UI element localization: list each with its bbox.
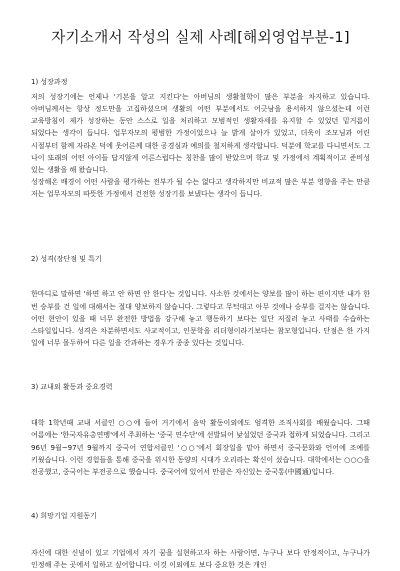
section-heading-growth: 1) 성장과정 <box>31 78 68 86</box>
section-body-personality <box>31 288 370 349</box>
section-body-activities <box>31 417 370 478</box>
paragraph: 대학 1학년때 교내 서클인 ○○에 들어 거기에서 음악 활동이외에도 엄격한 조직사회를 배웠습니다. 그때 여름에는 '한국자유총연맹'에서 주최하는 '중국 연수단'에 선발되어 낯설었던 중국과 접하게 되었습니다. 그리고 96년 9월~97년 9월까지 중국어 연합서클인 '○○'에서 회장일을 맡아 하면서 중국문화와 언어에 조예를 키웠습니다. 이런 경험들을 통해 중국을 위시한 동양의 시대가 오리라는 확신이 섰습니다. 대학에서는 ○○○을 전공했고, 중국어는 부전공으로 했습니다. 중국어에 있어서 만큼은 자신있는 중국통(中國通)입니다. <box>31 418 370 476</box>
section-heading-personality: 2) 성격(장단점 및 특기 <box>31 255 102 264</box>
paragraph: 성장해온 배경이 어떤 사람을 평가하는 전부가 될 수는 없다고 생각하지만 비교적 많은 부분 영향을 주는 만큼 저는 업무자모의 따뜻한 가정에서 건전한 성장기를 보냈다는 생각이 듭니다. <box>31 177 370 199</box>
section-heading-motivation: 4) 희망기업 지원동기 <box>31 511 97 520</box>
paragraph: 자신에 대한 신념이 있고 기업에서 자기 꿈을 실현하고자 하는 사람이면, 누구나 보다 안정적이고, 누구나가 인정해 주는 곳에서 일하고 싶어합니다. 이것 이외에도 보다 중요한 것은 개인 <box>31 547 370 570</box>
section-body-growth <box>31 91 370 200</box>
section-body-motivation <box>31 547 370 571</box>
document-title: 자기소개서 작성의 실제 사례[해외영업부분-1] <box>51 29 350 46</box>
section-heading-activities: 3) 교내외 활동과 중요경력 <box>31 383 113 392</box>
paragraph: 한마디로 말하면 '하면 하고 안 하면 안 한다'는 것입니다. 사소한 것에서는 양보를 많이 하는 편이지만 내가 한 번 승부를 건 일에 대해서는 절대 양보하지 않습니다. 그렇다고 무턱대고 아무 것에나 승부를 걸지는 않습니다. 어떤 현안이 있을 때 너무 완전한 방법을 강구해 놓고 행동하기 보다는 일단 저질러 놓고 사태를 수습하는 스타일입니다. 성격은 차분하면서도 사교적이고, 인문학을 리더형이라기보다는 참모형입니다. 단점은 한 가지 일에 너무 몰두하여 다른 일을 간과하는 경우가 종종 있다는 것입니다. <box>31 289 370 348</box>
paragraph: 저의 성장기에는 언제나 '기본을 알고 지킨다'는 아버님의 생활철학이 많은 부분을 차지하고 있습니다. 아버님께서는 항상 정도만을 고집하셨으며 생활의 어떤 부분에서도 어긋남을 용서하지 않으셨는데 이런 교육방침이 제가 성장하는 동안 스스로 일을 처리하고 모범적인 생활자세를 유지할 수 있었던 밑거름이 되었다는 생각이 듭니다. 업무자모의 평범한 가정이었으나 늘 밝게 살아가 있었고, 더욱이 조모님과 어린 시절부터 함께 자라온 덕에 웃어른께 대한 공경심과 예의를 철저하게 생각합니다. 덕분에 학교를 다니면서도 그 나이 또래의 어떤 아이들 답지않게 어른스럽다는 칭찬을 많이 받았으며 학교 및 가정에서 계획적이고 준비성 있는 생활을 해 왔습니다. <box>31 92 370 174</box>
